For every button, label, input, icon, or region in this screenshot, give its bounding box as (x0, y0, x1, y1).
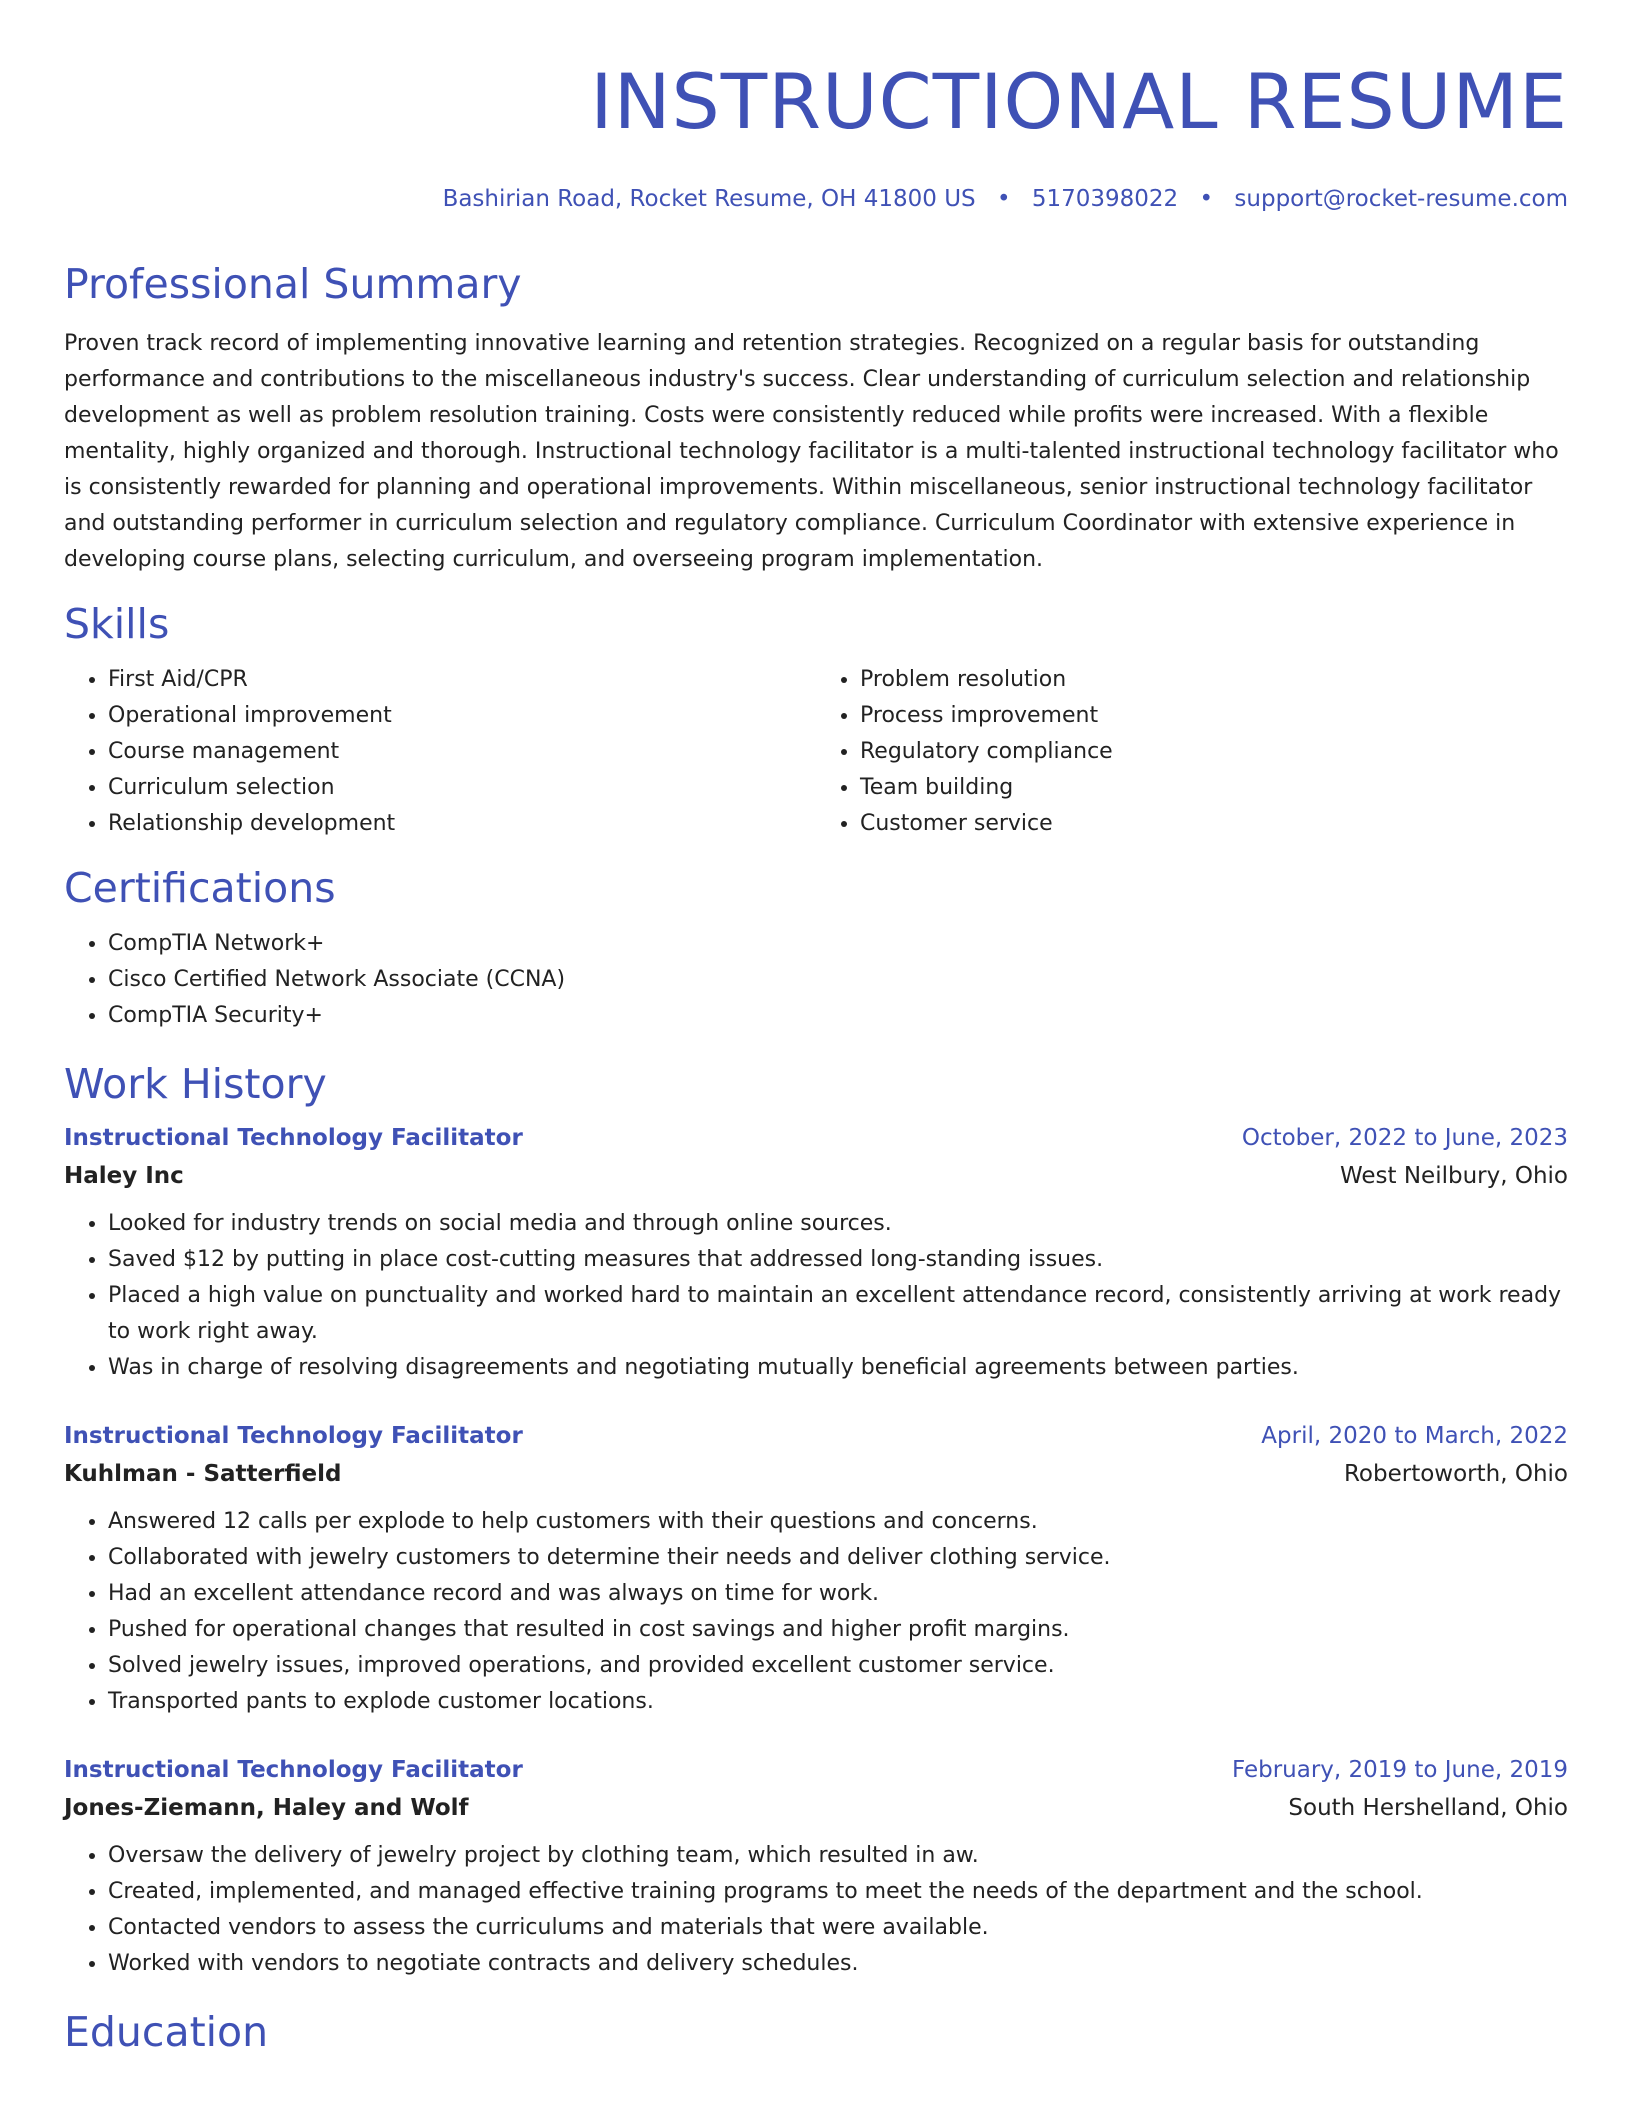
work-history-section (64, 1058, 1568, 1982)
job-bullet: • Oversaw the delivery of jewelry project by clothing team, which resulted in aw. (108, 1838, 1568, 1874)
job-bullets (64, 1838, 1568, 1982)
skill-item: • Team building (860, 770, 1568, 806)
skills-list-left (64, 662, 816, 842)
job-entry (64, 1418, 1568, 1720)
job-entry (64, 1120, 1568, 1386)
skill-item: • Operational improvement (108, 698, 816, 734)
job-location: Robertoworth, Ohio (1343, 1461, 1568, 1487)
certification-item: • CompTIA Security+ (108, 998, 1568, 1034)
job-header (64, 1752, 1568, 1788)
job-bullet: • Worked with vendors to negotiate contracts and delivery schedules. (108, 1946, 1568, 1982)
certification-item: • Cisco Certified Network Associate (CCNA) (108, 962, 1568, 998)
job-header (64, 1418, 1568, 1454)
job-bullet: • Was in charge of resolving disagreements and negotiating mutually beneficial agreements between parties. (108, 1350, 1568, 1386)
certification-item: • CompTIA Network+ (108, 926, 1568, 962)
job-dates: February, 2019 to June, 2019 (1231, 1757, 1568, 1783)
skills-heading: Skills (64, 600, 170, 648)
job-bullet: • Collaborated with jewelry customers to determine their needs and deliver clothing service. (108, 1540, 1568, 1576)
skills-list-right (816, 662, 1568, 842)
contact-email: support@rocket-resume.com (1234, 186, 1568, 212)
contact-address: Bashirian Road, Rocket Resume, OH 41800 US (442, 186, 976, 212)
education-section (64, 2006, 1568, 2058)
contact-separator: • (996, 186, 1011, 212)
job-entry (64, 1752, 1568, 1982)
job-dates: October, 2022 to June, 2023 (1241, 1125, 1568, 1151)
skill-item: • Customer service (860, 806, 1568, 842)
job-bullet: • Solved jewelry issues, improved operations, and provided excellent customer service. (108, 1648, 1568, 1684)
job-bullet: • Pushed for operational changes that resulted in cost savings and higher profit margins. (108, 1612, 1568, 1648)
job-location: West Neilbury, Ohio (1339, 1163, 1568, 1189)
job-title: Instructional Technology Facilitator (64, 1423, 523, 1449)
work-history-heading: Work History (64, 1060, 327, 1108)
skill-item: • Course management (108, 734, 816, 770)
contact-line (64, 184, 1568, 214)
summary-text: Proven track record of implementing innovative learning and retention strategies. Recognized on a regular basis for outstanding performance and contributions to the miscellaneous industry's success. Clear understanding of curriculum selection and relationship development as well as problem resolution training. Costs were consistently reduced while profits were increased. With a flexible mentality, highly organized and thorough. Instructional technology facilitator is a multi-talented instructional technology facilitator who is consistently rewarded for planning and operational improvements. Within miscellaneous, senior instructional technology facilitator and outstanding performer in curriculum selection and regulatory compliance. Curriculum Coordinator with extensive experience in developing course plans, selecting curriculum, and overseeing program implementation. (64, 331, 1559, 572)
skill-item: • Process improvement (860, 698, 1568, 734)
contact-separator: • (1199, 186, 1214, 212)
job-dates: April, 2020 to March, 2022 (1261, 1423, 1568, 1449)
job-title: Instructional Technology Facilitator (64, 1125, 523, 1151)
skill-item: • Curriculum selection (108, 770, 816, 806)
job-bullet: • Contacted vendors to assess the curriculums and materials that were available. (108, 1910, 1568, 1946)
job-bullets (64, 1504, 1568, 1720)
job-bullet: • Had an excellent attendance record and was always on time for work. (108, 1576, 1568, 1612)
contact-phone: 5170398022 (1031, 186, 1179, 212)
job-location: South Hershelland, Ohio (1288, 1795, 1568, 1821)
job-bullet: • Transported pants to explode customer locations. (108, 1684, 1568, 1720)
certifications-heading: Certifications (64, 864, 336, 912)
job-company: Kuhlman - Satterfield (64, 1461, 342, 1487)
job-bullet: • Looked for industry trends on social media and through online sources. (108, 1206, 1568, 1242)
summary-heading: Professional Summary (64, 260, 522, 308)
job-company: Jones-Ziemann, Haley and Wolf (64, 1795, 469, 1821)
education-heading: Education (64, 2008, 269, 2056)
job-bullet: • Placed a high value on punctuality and worked hard to maintain an excellent attendance record, consistently arriving at work ready to work right away. (108, 1278, 1568, 1350)
job-bullet: • Answered 12 calls per explode to help customers with their questions and concerns. (108, 1504, 1568, 1540)
certifications-section (64, 862, 1568, 1034)
job-subheader (64, 1788, 1568, 1828)
resume-title: INSTRUCTIONAL RESUME (590, 57, 1568, 146)
job-bullet: • Created, implemented, and managed effective training programs to meet the needs of the department and the school. (108, 1874, 1568, 1910)
job-subheader (64, 1156, 1568, 1196)
skill-item: • Relationship development (108, 806, 816, 842)
job-subheader (64, 1454, 1568, 1494)
job-header (64, 1120, 1568, 1156)
job-company: Haley Inc (64, 1163, 184, 1189)
summary-section (64, 258, 1568, 578)
job-bullet: • Saved $12 by putting in place cost-cutting measures that addressed long-standing issues. (108, 1242, 1568, 1278)
skills-section (64, 598, 1568, 842)
certifications-list (64, 926, 1568, 1034)
job-title: Instructional Technology Facilitator (64, 1757, 523, 1783)
job-bullets (64, 1206, 1568, 1386)
skill-item: • First Aid/CPR (108, 662, 816, 698)
skills-grid (64, 662, 1568, 842)
skill-item: • Regulatory compliance (860, 734, 1568, 770)
skill-item: • Problem resolution (860, 662, 1568, 698)
